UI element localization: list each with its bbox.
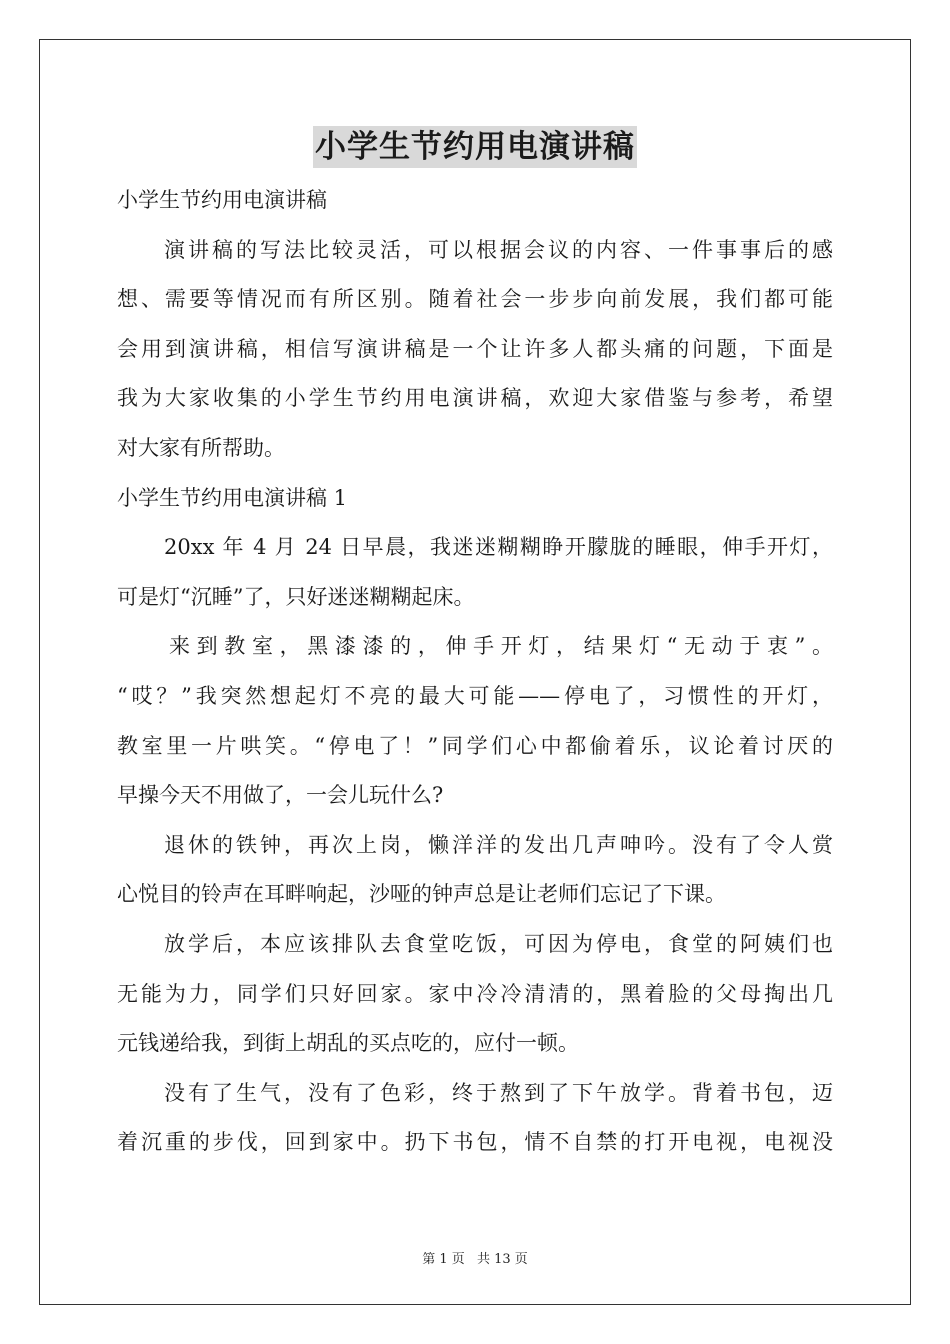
page-total: 共 13 页: [476, 1252, 528, 1267]
paragraph-line: “哎？”我突然想起灯不亮的最大可能——停电了，习惯性的开灯，: [117, 683, 833, 708]
paragraph-line: 想、需要等情况而有所区别。随着社会一步步向前发展，我们都可能: [117, 287, 833, 312]
paragraph-line: 演讲稿的写法比较灵活，可以根据会议的内容、一件事事后的感: [164, 237, 833, 262]
paragraph-line: 可是灯“沉睡”了，只好迷迷糊糊起床。: [117, 584, 475, 609]
paragraph-line: 退休的铁钟，再次上岗，懒洋洋的发出几声呻吟。没有了令人赏: [164, 832, 833, 857]
paragraph-line: 放学后，本应该排队去食堂吃饭，可因为停电，食堂的阿姨们也: [164, 931, 833, 956]
page-footer: [0, 1248, 950, 1267]
paragraph-line: 我为大家收集的小学生节约用电演讲稿，欢迎大家借鉴与参考，希望: [117, 386, 833, 411]
section-heading: 小学生节约用电演讲稿 1: [117, 485, 348, 510]
paragraph-line: 没有了生气，没有了色彩，终于熬到了下午放学。背着书包，迈: [164, 1080, 833, 1105]
paragraph-line: 心悦目的铃声在耳畔响起，沙哑的钟声总是让老师们忘记了下课。: [117, 882, 726, 907]
page-number: 第 1 页: [422, 1252, 465, 1267]
paragraph-line: 着沉重的步伐，回到家中。扔下书包，情不自禁的打开电视，电视没: [117, 1130, 833, 1155]
paragraph-line: 早操今天不用做了，一会儿玩什么?: [117, 783, 444, 808]
paragraph-line: 元钱递给我，到街上胡乱的买点吃的，应付一顿。: [117, 1031, 579, 1056]
paragraph-line: 来到教室，黑漆漆的，伸手开灯，结果灯“无动于衷”。: [169, 634, 833, 659]
paragraph-line: 会用到演讲稿，相信写演讲稿是一个让许多人都头痛的问题，下面是: [117, 336, 833, 361]
document-title: 小学生节约用电演讲稿: [313, 126, 637, 168]
title-wrap: [0, 126, 950, 168]
paragraph-line: 20xx 年 4 月 24 日早晨，我迷迷糊糊睁开朦胧的睡眼，伸手开灯，: [164, 535, 833, 560]
subtitle-line: 小学生节约用电演讲稿: [117, 188, 327, 212]
paragraph-line: 教室里一片哄笑。“停电了！”同学们心中都偷着乐，议论着讨厌的: [117, 733, 833, 758]
paragraph-line: 无能为力，同学们只好回家。家中冷冷清清的，黑着脸的父母掏出几: [117, 981, 833, 1006]
paragraph-line: 对大家有所帮助。: [117, 435, 285, 460]
document-body: [117, 176, 833, 1168]
